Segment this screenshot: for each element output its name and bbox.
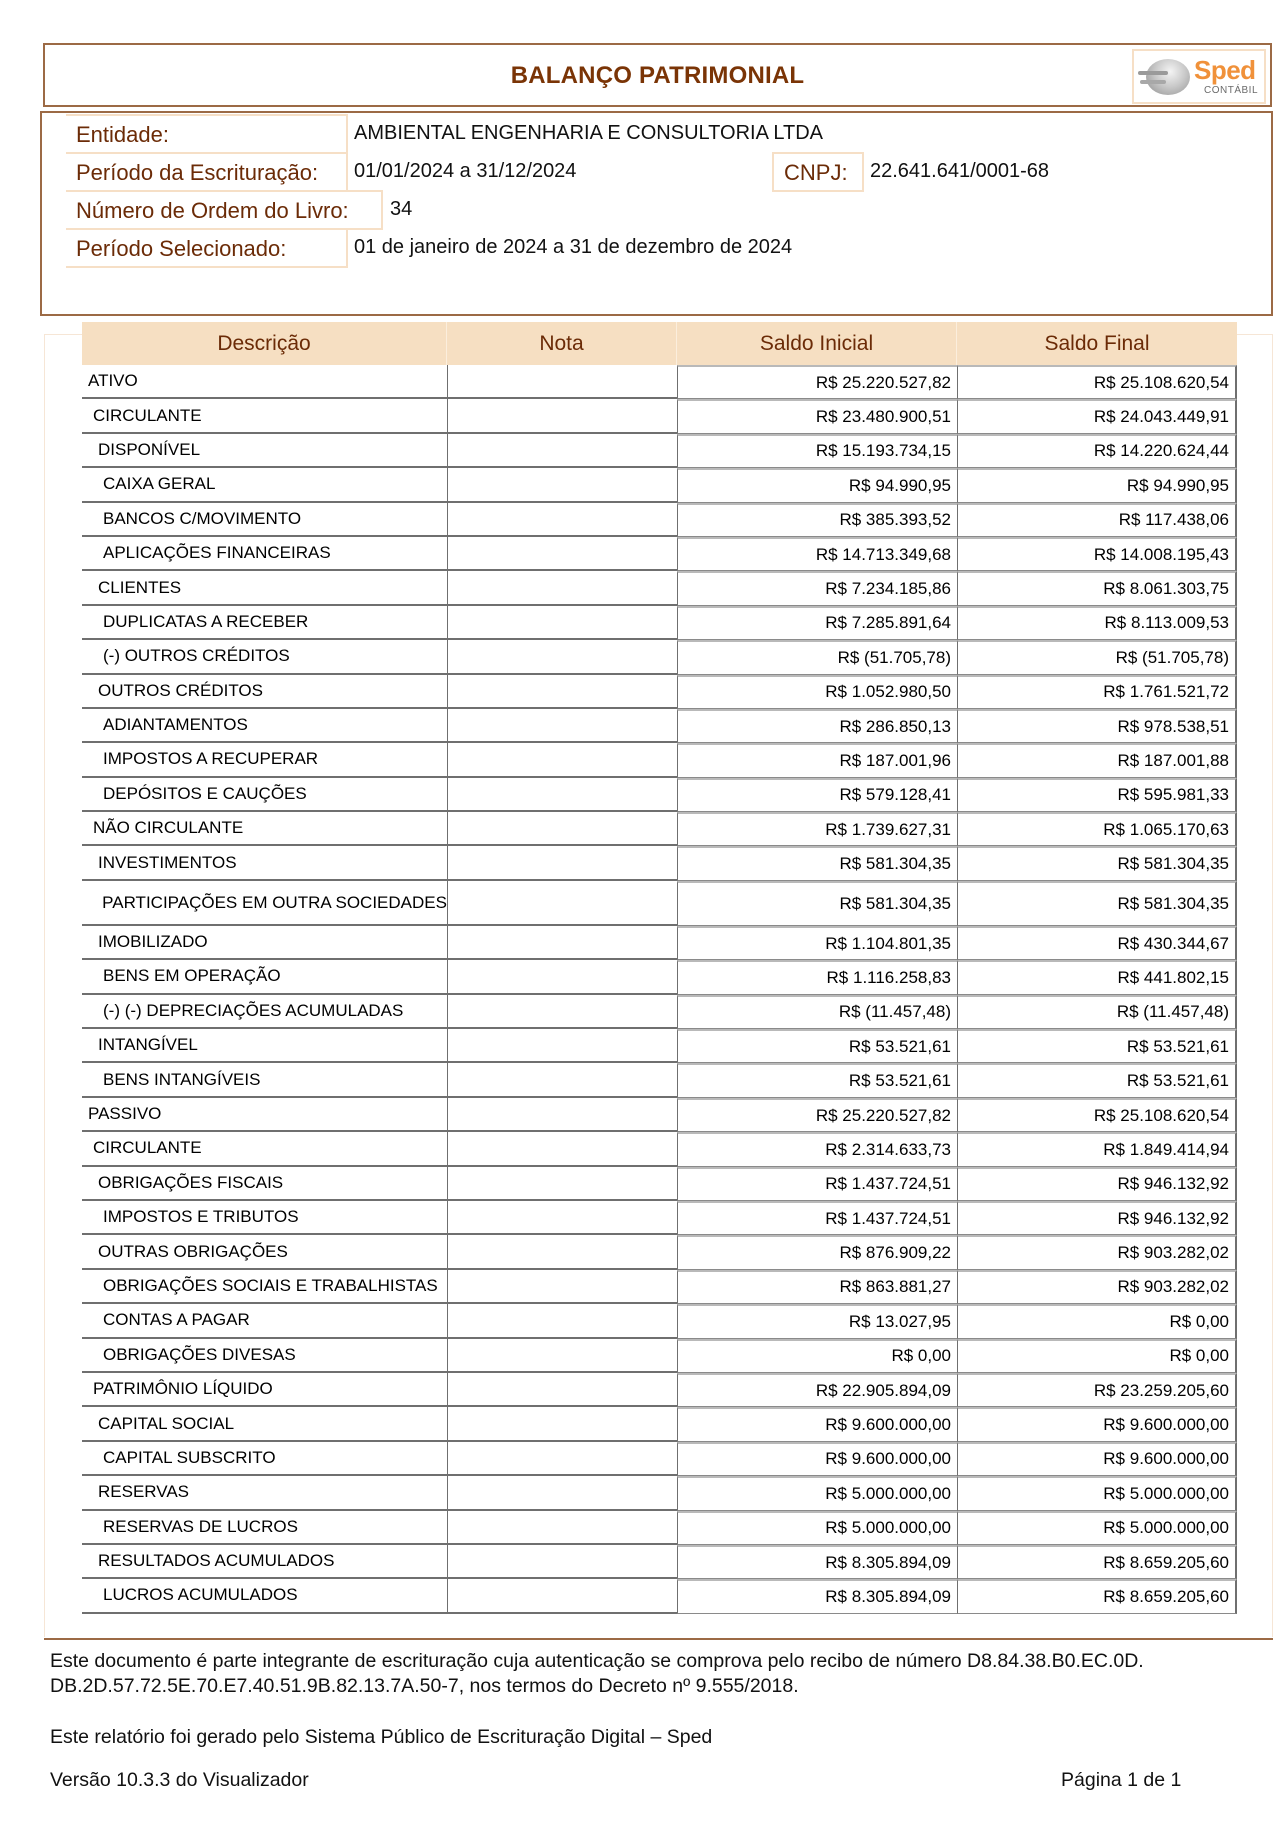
row-description: RESULTADOS ACUMULADOS [82, 1545, 447, 1579]
table-row [82, 606, 1237, 640]
row-nota [447, 1270, 677, 1304]
row-nota [447, 1063, 677, 1097]
table-row [82, 1098, 1237, 1132]
row-description: PATRIMÔNIO LÍQUIDO [82, 1373, 447, 1407]
row-nota [447, 881, 677, 926]
row-description: CAIXA GERAL [82, 468, 447, 502]
row-description: ATIVO [82, 365, 447, 399]
table-row [82, 399, 1237, 433]
row-description: DEPÓSITOS E CAUÇÕES [82, 778, 447, 812]
row-saldo-inicial: R$ 15.193.734,15 [677, 434, 957, 468]
row-saldo-final: R$ 9.600.000,00 [957, 1407, 1237, 1441]
table-body [82, 365, 1237, 1614]
row-description: CAPITAL SUBSCRITO [82, 1442, 447, 1476]
row-nota [447, 926, 677, 960]
sped-contabil-logo [1132, 49, 1266, 104]
row-nota [447, 1029, 677, 1063]
row-saldo-inicial: R$ 9.600.000,00 [677, 1407, 957, 1441]
row-saldo-final: R$ 8.659.205,60 [957, 1545, 1237, 1579]
row-saldo-inicial: R$ 876.909,22 [677, 1235, 957, 1269]
row-saldo-inicial: R$ 94.990,95 [677, 468, 957, 502]
row-nota [447, 365, 677, 399]
row-saldo-final: R$ 903.282,02 [957, 1235, 1237, 1269]
row-saldo-final: R$ 946.132,92 [957, 1201, 1237, 1235]
table-row [82, 1201, 1237, 1235]
numero-ordem-label: Número de Ordem do Livro: [66, 190, 383, 230]
row-nota [447, 1545, 677, 1579]
row-nota [447, 675, 677, 709]
authentication-text-line-2: DB.2D.57.72.5E.70.E7.40.51.9B.82.13.7A.50-7, nos termos do Decreto nº 9.555/2018. [50, 1675, 799, 1697]
row-saldo-final: R$ 8.113.009,53 [957, 606, 1237, 640]
row-description: LUCROS ACUMULADOS [82, 1579, 447, 1613]
row-saldo-inicial: R$ 13.027,95 [677, 1304, 957, 1338]
table-row [82, 1579, 1237, 1613]
row-saldo-final: R$ 14.008.195,43 [957, 537, 1237, 571]
row-saldo-final: R$ (51.705,78) [957, 640, 1237, 674]
row-saldo-final: R$ 430.344,67 [957, 926, 1237, 960]
row-description: (-) OUTROS CRÉDITOS [82, 640, 447, 674]
row-saldo-inicial: R$ 14.713.349,68 [677, 537, 957, 571]
row-nota [447, 468, 677, 502]
row-saldo-final: R$ 581.304,35 [957, 846, 1237, 880]
row-saldo-final: R$ 94.990,95 [957, 468, 1237, 502]
row-saldo-inicial: R$ 8.305.894,09 [677, 1579, 957, 1613]
sped-globe-icon [1146, 59, 1190, 95]
row-saldo-inicial: R$ 286.850,13 [677, 709, 957, 743]
row-saldo-final: R$ 0,00 [957, 1339, 1237, 1373]
logo-brand-text: Sped [1194, 55, 1256, 85]
table-row [82, 1476, 1237, 1510]
table-row [82, 812, 1237, 846]
entidade-label: Entidade: [66, 114, 348, 154]
row-description: IMOBILIZADO [82, 926, 447, 960]
row-description: OUTRAS OBRIGAÇÕES [82, 1235, 447, 1269]
row-saldo-inicial: R$ 1.437.724,51 [677, 1201, 957, 1235]
row-saldo-inicial: R$ 1.104.801,35 [677, 926, 957, 960]
row-nota [447, 1235, 677, 1269]
row-description: DUPLICATAS A RECEBER [82, 606, 447, 640]
table-row [82, 1442, 1237, 1476]
row-saldo-final: R$ 53.521,61 [957, 1029, 1237, 1063]
row-nota [447, 743, 677, 777]
row-saldo-final: R$ 5.000.000,00 [957, 1511, 1237, 1545]
row-saldo-inicial: R$ 581.304,35 [677, 881, 957, 926]
column-header-saldo-inicial: Saldo Inicial [677, 322, 957, 365]
report-title: BALANÇO PATRIMONIAL [510, 62, 805, 89]
row-nota [447, 995, 677, 1029]
row-saldo-final: R$ 1.849.414,94 [957, 1132, 1237, 1166]
table-row [82, 709, 1237, 743]
row-saldo-inicial: R$ 187.001,96 [677, 743, 957, 777]
row-nota [447, 399, 677, 433]
row-saldo-inicial: R$ 1.116.258,83 [677, 960, 957, 994]
generated-by-text: Este relatório foi gerado pelo Sistema Público de Escrituração Digital – Sped [50, 1726, 713, 1748]
row-saldo-inicial: R$ 25.220.527,82 [677, 1098, 957, 1132]
cnpj-label: CNPJ: [772, 152, 864, 192]
row-description: INVESTIMENTOS [82, 846, 447, 880]
row-nota [447, 571, 677, 605]
row-nota [447, 778, 677, 812]
table-row [82, 675, 1237, 709]
row-saldo-final: R$ 8.659.205,60 [957, 1579, 1237, 1613]
periodo-selecionado-value: 01 de janeiro de 2024 a 31 de dezembro de 2024 [354, 236, 793, 258]
row-saldo-inicial: R$ 25.220.527,82 [677, 365, 957, 399]
report-title-box [43, 43, 1272, 107]
row-description: CAPITAL SOCIAL [82, 1407, 447, 1441]
periodo-escrituracao-label: Período da Escrituração: [66, 152, 348, 192]
table-row [82, 778, 1237, 812]
table-row [82, 960, 1237, 994]
table-row [82, 1339, 1237, 1373]
row-description: APLICAÇÕES FINANCEIRAS [82, 537, 447, 571]
table-row [82, 1029, 1237, 1063]
logo-sub-text: CONTÁBIL [1204, 85, 1259, 96]
table-row [82, 995, 1237, 1029]
table-row [82, 434, 1237, 468]
row-saldo-inicial: R$ 5.000.000,00 [677, 1476, 957, 1510]
table-row [82, 743, 1237, 777]
row-nota [447, 1201, 677, 1235]
column-header-saldo-final: Saldo Final [1044, 332, 1150, 355]
row-saldo-final: R$ 0,00 [957, 1304, 1237, 1338]
row-saldo-final: R$ 581.304,35 [957, 881, 1237, 926]
row-saldo-final: R$ 978.538,51 [957, 709, 1237, 743]
row-description: NÃO CIRCULANTE [82, 812, 447, 846]
table-row [82, 1545, 1237, 1579]
table-row [82, 1407, 1237, 1441]
row-description: IMPOSTOS A RECUPERAR [82, 743, 447, 777]
row-saldo-final: R$ 9.600.000,00 [957, 1442, 1237, 1476]
row-saldo-inicial: R$ 5.000.000,00 [677, 1511, 957, 1545]
row-saldo-final: R$ 946.132,92 [957, 1167, 1237, 1201]
row-nota [447, 434, 677, 468]
row-description: OBRIGAÇÕES FISCAIS [82, 1167, 447, 1201]
row-description: BANCOS C/MOVIMENTO [82, 503, 447, 537]
row-nota [447, 640, 677, 674]
viewer-version: Versão 10.3.3 do Visualizador [50, 1769, 309, 1791]
row-saldo-final: R$ 595.981,33 [957, 778, 1237, 812]
row-nota [447, 1442, 677, 1476]
table-row [82, 1063, 1237, 1097]
row-nota [447, 606, 677, 640]
row-description: INTANGÍVEL [82, 1029, 447, 1063]
row-nota [447, 709, 677, 743]
row-saldo-inicial: R$ 0,00 [677, 1339, 957, 1373]
table-row [82, 846, 1237, 880]
row-description: BENS EM OPERAÇÃO [82, 960, 447, 994]
row-saldo-inicial: R$ 1.052.980,50 [677, 675, 957, 709]
cnpj-value: 22.641.641/0001-68 [870, 160, 1050, 182]
row-saldo-inicial: R$ 23.480.900,51 [677, 399, 957, 433]
table-row [82, 926, 1237, 960]
row-nota [447, 1167, 677, 1201]
table-row [82, 1373, 1237, 1407]
table-row [82, 365, 1237, 399]
row-nota [447, 1304, 677, 1338]
row-nota [447, 1373, 677, 1407]
row-description: (-) (-) DEPRECIAÇÕES ACUMULADAS [82, 995, 447, 1029]
row-description: RESERVAS DE LUCROS [82, 1511, 447, 1545]
row-saldo-inicial: R$ (11.457,48) [677, 995, 957, 1029]
table-row [82, 881, 1237, 926]
row-nota [447, 1511, 677, 1545]
row-nota [447, 1476, 677, 1510]
row-nota [447, 537, 677, 571]
row-description: OBRIGAÇÕES SOCIAIS E TRABALHISTAS [82, 1270, 447, 1304]
row-description: RESERVAS [82, 1476, 447, 1510]
row-saldo-final: R$ 1.761.521,72 [957, 675, 1237, 709]
row-nota [447, 1579, 677, 1613]
row-description: CIRCULANTE [82, 1132, 447, 1166]
table-row [82, 640, 1237, 674]
table-row [82, 503, 1237, 537]
row-saldo-final: R$ 8.061.303,75 [957, 571, 1237, 605]
periodo-escrituracao-value: 01/01/2024 a 31/12/2024 [354, 160, 577, 182]
table-row [82, 1304, 1237, 1338]
row-description: CLIENTES [82, 571, 447, 605]
row-saldo-inicial: R$ 581.304,35 [677, 846, 957, 880]
row-description: CIRCULANTE [82, 399, 447, 433]
row-nota [447, 812, 677, 846]
row-saldo-inicial: R$ 1.739.627,31 [677, 812, 957, 846]
row-description: ADIANTAMENTOS [82, 709, 447, 743]
row-saldo-inicial: R$ 1.437.724,51 [677, 1167, 957, 1201]
table-row [82, 468, 1237, 502]
row-saldo-final: R$ 441.802,15 [957, 960, 1237, 994]
row-saldo-final: R$ 903.282,02 [957, 1270, 1237, 1304]
row-saldo-final: R$ 5.000.000,00 [957, 1476, 1237, 1510]
table-row [82, 1270, 1237, 1304]
row-saldo-inicial: R$ 2.314.633,73 [677, 1132, 957, 1166]
table-row [82, 571, 1237, 605]
row-saldo-inicial: R$ 53.521,61 [677, 1029, 957, 1063]
row-saldo-final: R$ 23.259.205,60 [957, 1373, 1237, 1407]
row-saldo-final: R$ 25.108.620,54 [957, 1098, 1237, 1132]
row-description: DISPONÍVEL [82, 434, 447, 468]
row-nota [447, 1132, 677, 1166]
row-saldo-final: R$ 117.438,06 [957, 503, 1237, 537]
table-row [82, 1132, 1237, 1166]
row-description: IMPOSTOS E TRIBUTOS [82, 1201, 447, 1235]
numero-ordem-value: 34 [390, 198, 413, 220]
column-header-nota: Nota [447, 322, 677, 365]
row-description: BENS INTANGÍVEIS [82, 1063, 447, 1097]
footer-divider [44, 1638, 1273, 1640]
table-row [82, 1167, 1237, 1201]
row-saldo-inicial: R$ 9.600.000,00 [677, 1442, 957, 1476]
row-nota [447, 1407, 677, 1441]
row-saldo-inicial: R$ 385.393,52 [677, 503, 957, 537]
row-saldo-inicial: R$ 863.881,27 [677, 1270, 957, 1304]
row-saldo-final: R$ 14.220.624,44 [957, 434, 1237, 468]
page-number: Página 1 de 1 [1061, 1769, 1182, 1791]
row-description: OBRIGAÇÕES DIVESAS [82, 1339, 447, 1373]
row-saldo-final: R$ 187.001,88 [957, 743, 1237, 777]
row-nota [447, 846, 677, 880]
row-saldo-final: R$ 24.043.449,91 [957, 399, 1237, 433]
row-saldo-final: R$ 25.108.620,54 [957, 365, 1237, 399]
row-saldo-inicial: R$ 7.234.185,86 [677, 571, 957, 605]
row-description: OUTROS CRÉDITOS [82, 675, 447, 709]
row-nota [447, 503, 677, 537]
row-description: PASSIVO [82, 1098, 447, 1132]
row-nota [447, 1339, 677, 1373]
row-saldo-final: R$ 53.521,61 [957, 1063, 1237, 1097]
row-nota [447, 960, 677, 994]
row-nota [447, 1098, 677, 1132]
row-saldo-inicial: R$ 7.285.891,64 [677, 606, 957, 640]
row-saldo-inicial: R$ 579.128,41 [677, 778, 957, 812]
table-row [82, 1511, 1237, 1545]
periodo-selecionado-label: Período Selecionado: [66, 228, 348, 268]
row-saldo-final: R$ 1.065.170,63 [957, 812, 1237, 846]
table-header [82, 322, 1237, 365]
row-saldo-inicial: R$ 53.521,61 [677, 1063, 957, 1097]
row-saldo-inicial: R$ (51.705,78) [677, 640, 957, 674]
authentication-text-line-1: Este documento é parte integrante de escrituração cuja autenticação se comprova pelo recibo de número D8.84.38.B0.EC.0D. [50, 1650, 1144, 1672]
row-saldo-inicial: R$ 8.305.894,09 [677, 1545, 957, 1579]
row-saldo-inicial: R$ 22.905.894,09 [677, 1373, 957, 1407]
row-saldo-final: R$ (11.457,48) [957, 995, 1237, 1029]
row-description: CONTAS A PAGAR [82, 1304, 447, 1338]
table-row [82, 537, 1237, 571]
table-row [82, 1235, 1237, 1269]
row-description: PARTICIPAÇÕES EM OUTRA SOCIEDADES [82, 881, 447, 926]
column-header-descricao: Descrição [82, 322, 447, 365]
entidade-value: AMBIENTAL ENGENHARIA E CONSULTORIA LTDA [354, 122, 823, 144]
